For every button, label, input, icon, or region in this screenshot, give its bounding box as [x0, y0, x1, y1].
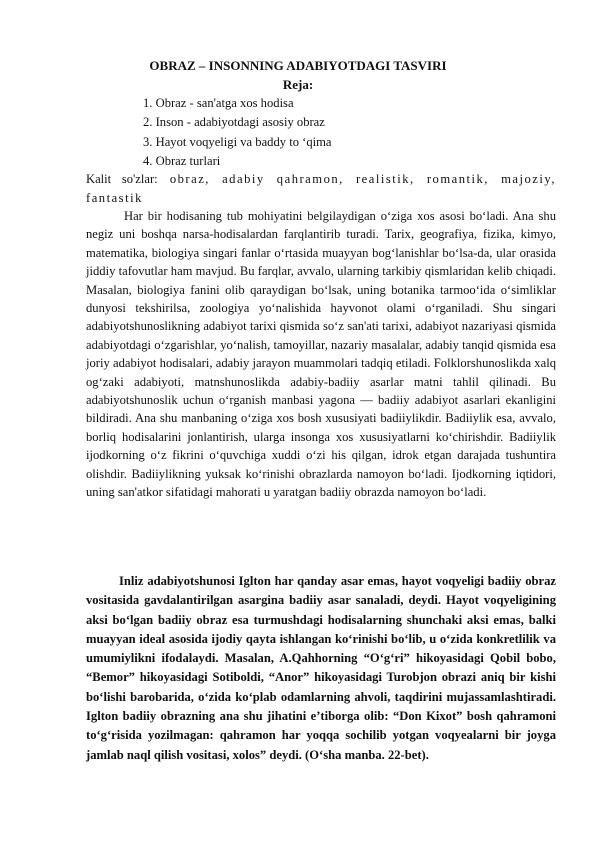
keywords-values: obraz, adabiy qahramon, realistik, romantik, majoziy, fantastik: [86, 172, 556, 205]
plan-heading: Reja:: [282, 77, 314, 92]
keywords-line: [86, 170, 556, 208]
plan-item: 2. Inson - adabiyotdagi asosiy obraz: [143, 115, 325, 130]
keywords-label: Kalit so'zlar:: [86, 172, 158, 186]
plan-item: 4. Obraz turlari: [143, 153, 221, 168]
document-title: OBRAZ – INSONNING ADABIYOTDAGI TASVIRI: [149, 58, 447, 73]
body-paragraph-2: Inliz adabiyotshunosi Iglton har qanday asar emas, hayot voqyeligi badiiy obraz vositasida gavdalantirilgan asargina badiiy asar sanaladi, deydi. Hayot voqyeligining aksi bo‘lgan badiiy obraz esa turmushdagi hodisalarning shunchaki aksi emas, balki muayyan ideal asosida ijodiy qayta ishlangan ko‘rinishi bo‘lib, u o‘zida konkretlilik va umumiylikni ifodalaydi. Masalan, A.Qahhorning “O‘g‘ri” hikoyasidagi Qobil bobo, “Bemor” hikoyasidagi Sotiboldi, “Anor” hikoyasidagi Turobjon obrazi aniq bir kishi bo‘lishi barobarida, o‘zida ko‘plab odamlarning ahvoli, taqdirini mujassamlashtiradi. Iglton badiiy obrazning ana shu jihatini e’tiborga olib: “Don Kixot” bosh qahramoni to‘g‘risida yozilmagan: qahramon har yoqqa sochilib yotgan voqyealarni bir joyga jamlab naql qilish vositasi, xolos” deydi. (O‘sha manba. 22-bet).: [86, 574, 556, 762]
plan-item: 1. Obraz - san'atga xos hodisa: [143, 96, 294, 110]
plan-list: [143, 94, 332, 171]
plan-item: 3. Hayot voqyeligi va baddy to ‘qima: [143, 134, 332, 149]
body-paragraph-1: Har bir hodisaning tub mohiyatini belgilaydigan o‘ziga xos asosi bo‘ladi. Ana shu negiz uni boshqa narsa-hodisalardan farqlantirib turadi. Tarix, geografiya, fizika, kimyo, matematika, biologiya singari fanlar o‘rtasida muayyan bog‘lanishlar bo‘lsa-da, ular orasida jiddiy tafovutlar ham mavjud. Bu farqlar, avvalo, ularning tarkibiy qismlaridan kelib chiqadi. Masalan, biologiya fanini olib qaraydigan bo‘lsak, uning botanika tarmoo‘ida o‘simliklar dunyosi tekshirilsa, zoologiya yo‘nalishida hayvonot olami o‘rganiladi. Shu singari adabiyotshunoslikning adabiyot tarixi qismida so‘z san'ati tarixi, adabiyot nazariyasi qismida adabiyotdagi o‘zgarishlar, yo‘nalish, tamoyillar, nazariy masalalar, adabiy tanqid qismida esa joriy adabiyot hodisalari, adabiy jarayon muammolari tadqiq etiladi. Folklorshunoslikda xalq og‘zaki adabiyoti, matnshunoslikda adabiy-badiiy asarlar matni tahlil qilinadi. Bu adabiyotshunoslik uchun o‘rganish manbasi yagona — badiiy adabiyot asarlari ekanligini bildiradi. Ana shu manbaning o‘ziga xos bosh xususiyati badiiylikdir. Badiiylik esa, avvalo, borliq hodisalarini jonlantirish, ularga insonga xos xususiyatlarni ko‘chirishdir. Badiiylik ijodkorning o‘z fikrini o‘quvchiga xuddi o‘zi his qilgan, idrok etgan darajada tushuntira olishdir. Badiiylikning yuksak ko‘rinishi obrazlarda namoyon bo‘ladi. Ijodkorning iqtidori, uning san'atkor sifatidagi mahorati u yaratgan badiiy obrazda namoyon bo‘ladi.: [86, 209, 556, 500]
